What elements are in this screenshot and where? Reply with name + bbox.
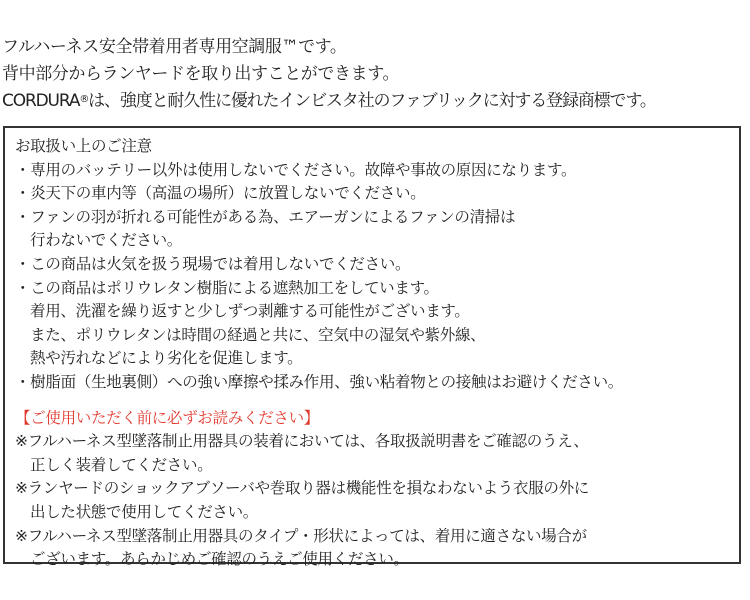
- notice-box: [3, 126, 741, 569]
- caution-item-continuation: また、ポリウレタンは時間の経過と共に、空気中の湿気や紫外線、: [30, 325, 486, 344]
- registered-mark: ®: [79, 94, 89, 105]
- caution-title: お取扱い上のご注意: [15, 137, 152, 155]
- caution-item-continuation: 行わないでください。: [30, 231, 183, 250]
- warning-item: ※フルハーネス型墜落制止用器具のタイプ・形状によっては、着用に適さない場合が: [15, 526, 587, 545]
- caution-item: ・この商品は火気を扱う現場では着用しないでください。: [15, 254, 411, 273]
- intro-line-1: フルハーネス安全帯着用者専用空調服™です。: [2, 37, 347, 57]
- warning-title: 【ご使用いただく前に必ずお読みください】: [15, 408, 320, 427]
- caution-item: ・樹脂面（生地裏側）への強い摩擦や揉み作用、強い粘着物との接触はお避けください。: [15, 372, 624, 391]
- caution-item: ・この商品はポリウレタン樹脂による遮熱加工をしています。: [15, 278, 439, 297]
- brand-name: CORDURA: [2, 91, 80, 111]
- intro-line-3: [2, 88, 748, 115]
- warning-item-continuation: 出した状態で使用してください。: [30, 502, 259, 521]
- warning-item-continuation: 正しく装着してください。: [30, 455, 213, 474]
- intro-line-2: 背中部分からランヤードを取り出すことができます。: [2, 64, 400, 84]
- warning-item: ※ランヤードのショックアブソーバや巻取り器は機能性を損なわないよう衣服の外に: [15, 479, 590, 498]
- caution-item-continuation: 着用、洗濯を繰り返すと少しずつ剥離する可能性がございます。: [30, 302, 470, 321]
- trademark-text: は、強度と耐久性に優れたインビスタ社のファブリックに対する登録商標です。: [88, 91, 656, 111]
- caution-item: ・専用のバッテリー以外は使用しないでください。故障や事故の原因になります。: [15, 160, 577, 179]
- warning-item: ※フルハーネス型墜落制止用器具の装着においては、各取扱説明書をご確認のうえ、: [15, 432, 589, 451]
- caution-item-continuation: 熱や汚れなどにより劣化を促進します。: [30, 349, 303, 368]
- caution-item: ・炎天下の車内等（高温の場所）に放置しないでください。: [15, 184, 426, 203]
- warning-item-continuation: ございます。あらかじめご確認のうえご使用ください。: [30, 550, 409, 569]
- product-description: [2, 34, 748, 115]
- caution-item: ・ファンの羽が折れる可能性がある為、エアーガンによるファンの清掃は: [15, 207, 516, 226]
